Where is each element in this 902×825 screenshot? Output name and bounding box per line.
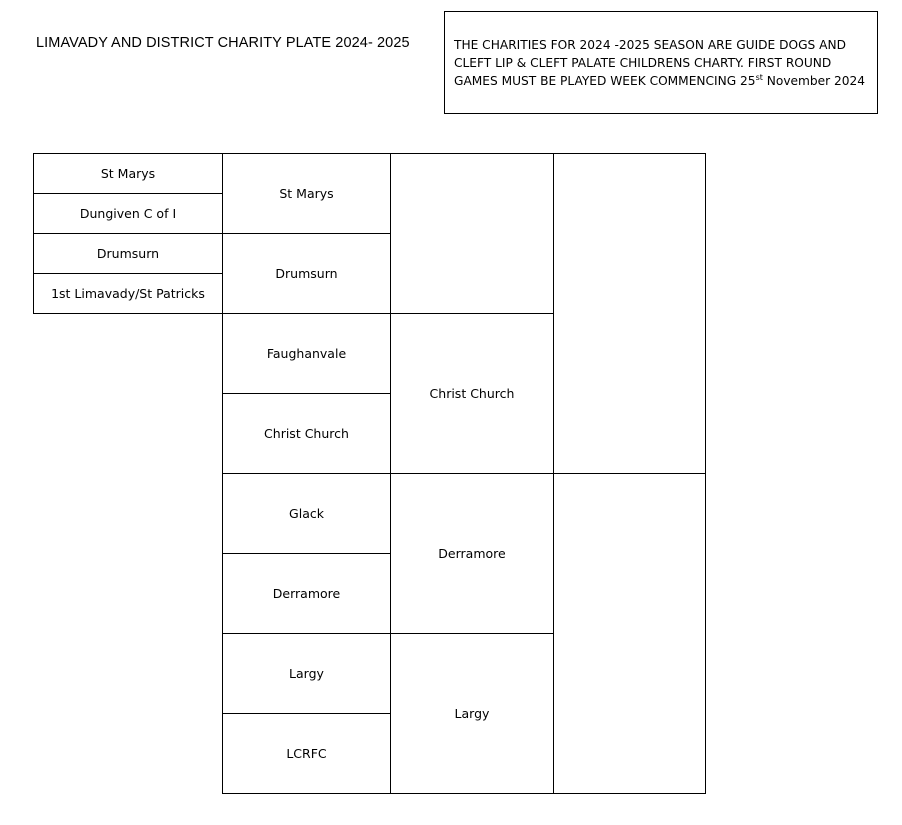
round1-team-4: Christ Church	[222, 393, 391, 474]
notice-line-3: GAMES MUST BE PLAYED WEEK COMMENCING 25st November 2024	[454, 73, 866, 88]
round2-slot-1	[390, 153, 554, 314]
preliminary-team-1: St Marys	[33, 153, 223, 194]
round1-team-1: St Marys	[222, 153, 391, 234]
round1-team-5: Glack	[222, 473, 391, 554]
round1-team-8: LCRFC	[222, 713, 391, 794]
notice-line-1: THE CHARITIES FOR 2024 -2025 SEASON ARE GUIDE DOGS AND	[454, 38, 846, 52]
preliminary-team-2: Dungiven C of I	[33, 193, 223, 234]
preliminary-team-4: 1st Limavady/St Patricks	[33, 273, 223, 314]
round2-slot-4: Largy	[390, 633, 554, 794]
notice-line-2: CLEFT LIP & CLEFT PALATE CHILDRENS CHARTY. FIRST ROUND	[454, 56, 832, 70]
round2-slot-3: Derramore	[390, 473, 554, 634]
round1-team-3: Faughanvale	[222, 313, 391, 394]
round1-team-6: Derramore	[222, 553, 391, 634]
semifinal-slot-2	[553, 473, 706, 794]
round1-team-2: Drumsurn	[222, 233, 391, 314]
preliminary-team-3: Drumsurn	[33, 233, 223, 274]
semifinal-slot-1	[553, 153, 706, 474]
page-title: LIMAVADY AND DISTRICT CHARITY PLATE 2024- 2025	[36, 35, 410, 51]
round1-team-7: Largy	[222, 633, 391, 714]
round2-slot-2: Christ Church	[390, 313, 554, 474]
charity-notice	[444, 11, 878, 114]
